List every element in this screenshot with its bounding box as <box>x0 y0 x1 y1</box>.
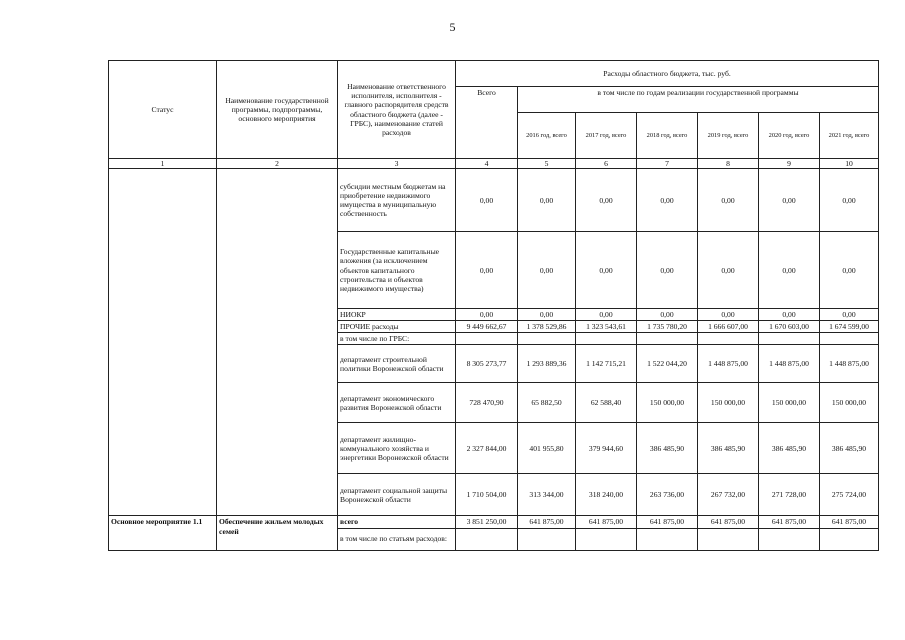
amount-cell: 0,00 <box>637 169 698 232</box>
header-year-2019: 2019 год, всего <box>698 113 759 159</box>
amount-cell: 0,00 <box>698 169 759 232</box>
amount-cell: 0,00 <box>518 169 576 232</box>
amount-cell: 150 000,00 <box>698 383 759 423</box>
amount-cell: 1 378 529,86 <box>518 321 576 333</box>
amount-cell <box>518 528 576 550</box>
column-index: 1 <box>109 159 217 169</box>
amount-cell: 641 875,00 <box>698 516 759 528</box>
column-index: 5 <box>518 159 576 169</box>
amount-cell: 379 944,60 <box>576 423 637 474</box>
header-year-2016: 2016 год, всего <box>518 113 576 159</box>
amount-cell: 0,00 <box>576 232 637 309</box>
amount-cell: 0,00 <box>759 169 820 232</box>
amount-cell: 1 666 607,00 <box>698 321 759 333</box>
row-label: в том числе по статьям расходов: <box>338 528 456 550</box>
amount-cell: 0,00 <box>759 232 820 309</box>
amount-cell <box>456 528 518 550</box>
row-label: в том числе по ГРБС: <box>338 333 456 345</box>
status-cell <box>109 169 217 516</box>
amount-cell: 0,00 <box>759 309 820 321</box>
amount-cell <box>698 528 759 550</box>
amount-cell: 150 000,00 <box>759 383 820 423</box>
page-number: 5 <box>449 20 456 34</box>
header-year-2021: 2021 год, всего <box>820 113 879 159</box>
row-label: всего <box>338 516 456 528</box>
amount-cell <box>820 333 879 345</box>
amount-cell: 0,00 <box>820 309 879 321</box>
column-index: 10 <box>820 159 879 169</box>
amount-cell: 0,00 <box>518 309 576 321</box>
amount-cell: 1 448 875,00 <box>759 345 820 383</box>
row-label: ПРОЧИЕ расходы <box>338 321 456 333</box>
amount-cell: 3 851 250,00 <box>456 516 518 528</box>
amount-cell <box>759 333 820 345</box>
amount-cell: 1 674 599,00 <box>820 321 879 333</box>
row-label: департамент экономического развития Воронежской области <box>338 383 456 423</box>
amount-cell: 1 142 715,21 <box>576 345 637 383</box>
header-expenses: Расходы областного бюджета, тыс. руб. <box>456 61 879 87</box>
amount-cell: 641 875,00 <box>518 516 576 528</box>
amount-cell: 401 955,80 <box>518 423 576 474</box>
amount-cell <box>637 333 698 345</box>
program-name-cell <box>217 169 338 516</box>
amount-cell <box>576 528 637 550</box>
amount-cell: 150 000,00 <box>820 383 879 423</box>
amount-cell: 1 522 044,20 <box>637 345 698 383</box>
amount-cell: 0,00 <box>456 169 518 232</box>
amount-cell: 275 724,00 <box>820 474 879 516</box>
amount-cell: 386 485,90 <box>698 423 759 474</box>
column-index: 6 <box>576 159 637 169</box>
header-year-2020: 2020 год, всего <box>759 113 820 159</box>
amount-cell: 1 670 603,00 <box>759 321 820 333</box>
row-label: Государственные капитальные вложения (за исключением объектов капитального строительства и объектов недвижимого имущества) <box>338 232 456 309</box>
amount-cell: 263 736,00 <box>637 474 698 516</box>
amount-cell: 8 305 273,77 <box>456 345 518 383</box>
column-index: 3 <box>338 159 456 169</box>
header-executor: Наименование ответственного исполнителя, исполнителя - главного распорядителя средств областного бюджета (далее - ГРБС), наименование статей расходов <box>338 61 456 159</box>
amount-cell: 1 448 875,00 <box>698 345 759 383</box>
column-index: 2 <box>217 159 338 169</box>
row-label: субсидии местным бюджетам на приобретение недвижимого имущества в муниципальную собственность <box>338 169 456 232</box>
amount-cell: 1 323 543,61 <box>576 321 637 333</box>
column-index: 8 <box>698 159 759 169</box>
amount-cell: 386 485,90 <box>637 423 698 474</box>
amount-cell: 0,00 <box>576 309 637 321</box>
amount-cell: 1 735 780,20 <box>637 321 698 333</box>
amount-cell <box>518 333 576 345</box>
amount-cell: 2 327 844,00 <box>456 423 518 474</box>
amount-cell: 0,00 <box>698 309 759 321</box>
row-label: департамент строительной политики Воронежской области <box>338 345 456 383</box>
header-total: Всего <box>456 87 518 159</box>
column-index: 9 <box>759 159 820 169</box>
amount-cell: 386 485,90 <box>820 423 879 474</box>
column-index: 4 <box>456 159 518 169</box>
amount-cell: 0,00 <box>820 232 879 309</box>
amount-cell: 271 728,00 <box>759 474 820 516</box>
amount-cell: 1 448 875,00 <box>820 345 879 383</box>
amount-cell: 318 240,00 <box>576 474 637 516</box>
column-index: 7 <box>637 159 698 169</box>
amount-cell <box>759 528 820 550</box>
amount-cell: 267 732,00 <box>698 474 759 516</box>
amount-cell: 386 485,90 <box>759 423 820 474</box>
amount-cell: 641 875,00 <box>759 516 820 528</box>
budget-table <box>108 60 879 551</box>
amount-cell: 9 449 662,67 <box>456 321 518 333</box>
amount-cell <box>576 333 637 345</box>
amount-cell: 641 875,00 <box>637 516 698 528</box>
measure-name: Обеспечение жильем молодых семей <box>217 516 338 550</box>
amount-cell: 1 293 889,36 <box>518 345 576 383</box>
amount-cell: 641 875,00 <box>820 516 879 528</box>
table-row <box>109 516 879 528</box>
amount-cell: 0,00 <box>518 232 576 309</box>
table-row <box>109 169 879 232</box>
measure-status: Основное мероприятие 1.1 <box>109 516 217 550</box>
amount-cell: 728 470,90 <box>456 383 518 423</box>
amount-cell: 0,00 <box>576 169 637 232</box>
row-label: департамент социальной защиты Воронежской области <box>338 474 456 516</box>
row-label: департамент жилищно-коммунального хозяйства и энергетики Воронежской области <box>338 423 456 474</box>
amount-cell: 0,00 <box>637 309 698 321</box>
amount-cell: 0,00 <box>698 232 759 309</box>
header-year-2018: 2018 год, всего <box>637 113 698 159</box>
header-by-years: в том числе по годам реализации государственной программы <box>518 87 879 113</box>
header-year-2017: 2017 год, всего <box>576 113 637 159</box>
amount-cell <box>698 333 759 345</box>
amount-cell: 1 710 504,00 <box>456 474 518 516</box>
amount-cell: 0,00 <box>456 232 518 309</box>
amount-cell: 0,00 <box>820 169 879 232</box>
amount-cell: 0,00 <box>456 309 518 321</box>
amount-cell: 0,00 <box>637 232 698 309</box>
amount-cell <box>456 333 518 345</box>
amount-cell: 641 875,00 <box>576 516 637 528</box>
amount-cell: 65 882,50 <box>518 383 576 423</box>
amount-cell: 62 588,40 <box>576 383 637 423</box>
amount-cell: 150 000,00 <box>637 383 698 423</box>
amount-cell <box>637 528 698 550</box>
amount-cell <box>820 528 879 550</box>
amount-cell: 313 344,00 <box>518 474 576 516</box>
header-program-name: Наименование государственной программы, подпрограммы, основного мероприятия <box>217 61 338 159</box>
column-index-row <box>109 159 879 169</box>
row-label: НИОКР <box>338 309 456 321</box>
header-status: Статус <box>109 61 217 159</box>
